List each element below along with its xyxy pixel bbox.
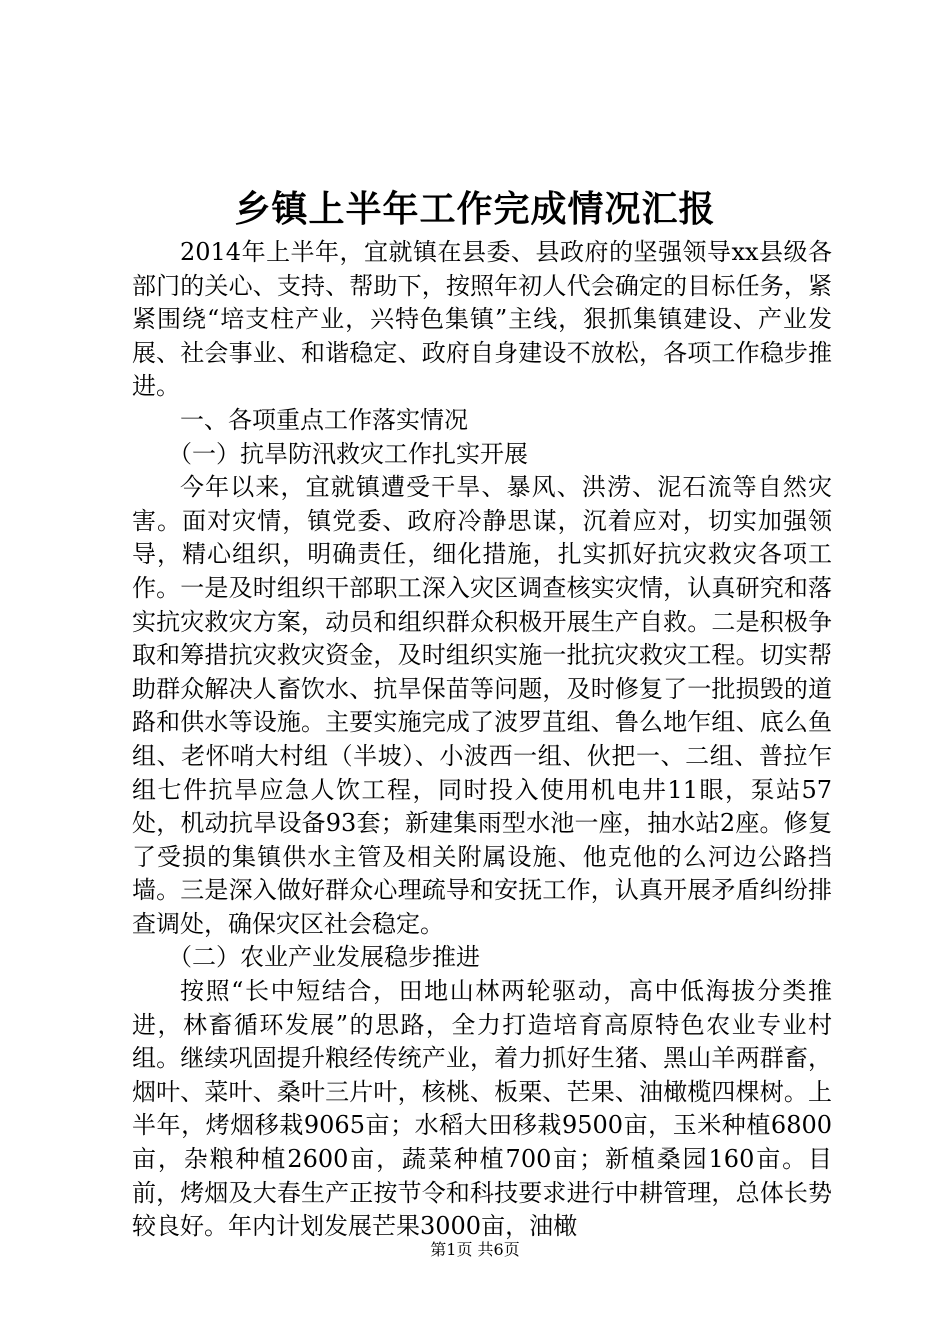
document-title: 乡镇上半年工作完成情况汇报: [234, 188, 716, 230]
subsection-heading-1: （一）抗旱防汛救灾工作扎实开展: [168, 439, 528, 468]
subsection-heading-2: （二）农业产业发展稳步推进: [168, 943, 480, 972]
paragraph-disaster-relief: 今年以来，宜就镇遭受干旱、暴风、洪涝、泥石流等自然灾害。面对灾情，镇党委、政府冷静思谋，沉着应对，切实加强领导，精心组织，明确责任，细化措施，扎实抓好抗灾救灾各项工作。一是及时组织干部职工深入灾区调查核实灾情，认真研究和落实抗灾救灾方案，动员和组织群众积极开展生产自救。二是积极争取和筹措抗灾救灾资金，及时组织实施一批抗灾救灾工程。切实帮助群众解决人畜饮水、抗旱保苗等问题，及时修复了一批损毁的道路和供水等设施。主要实施完成了波罗苴组、鲁么地乍组、底么鱼组、老怀哨大村组（半坡）、小波西一组、伙把一、二组、普拉乍组七件抗旱应急人饮工程，同时投入使用机电井11眼，泵站57处，机动抗旱设备93套；新建集雨型水池一座，抽水站2座。修复了受损的集镇供水主管及相关附属设施、他克他的么河边公路挡墙。三是深入做好群众心理疏导和安抚工作，认真开展矛盾纠纷排查调处，确保灾区社会稳定。: [132, 473, 832, 938]
page-number-footer: 第1页 共6页: [430, 1240, 520, 1259]
document-body: [132, 236, 832, 1244]
paragraph-intro: 2014年上半年，宜就镇在县委、县政府的坚强领导xx县级各部门的关心、支持、帮助下，按照年初人代会确定的目标任务，紧紧围绕“培支柱产业，兴特色集镇”主线，狠抓集镇建设、产业发展、社会事业、和谐稳定、政府自身建设不放松，各项工作稳步推进。: [132, 238, 832, 401]
section-heading-1: 一、各项重点工作落实情况: [180, 405, 468, 434]
paragraph-agriculture: 按照“长中短结合，田地山林两轮驱动，高中低海拔分类推进，林畜循环发展”的思路，全力打造培育高原特色农业专业村组。继续巩固提升粮经传统产业，着力抓好生猪、黑山羊两群畜，烟叶、菜叶、桑叶三片叶，核桃、板栗、芒果、油橄榄四棵树。上半年，烤烟移栽9065亩；水稻大田移栽9500亩，玉米种植6800亩，杂粮种植2600亩，蔬菜种植700亩；新植桑园160亩。目前，烤烟及大春生产正按节令和科技要求进行中耕管理，总体长势较良好。年内计划发展芒果3000亩，油橄: [132, 977, 832, 1241]
